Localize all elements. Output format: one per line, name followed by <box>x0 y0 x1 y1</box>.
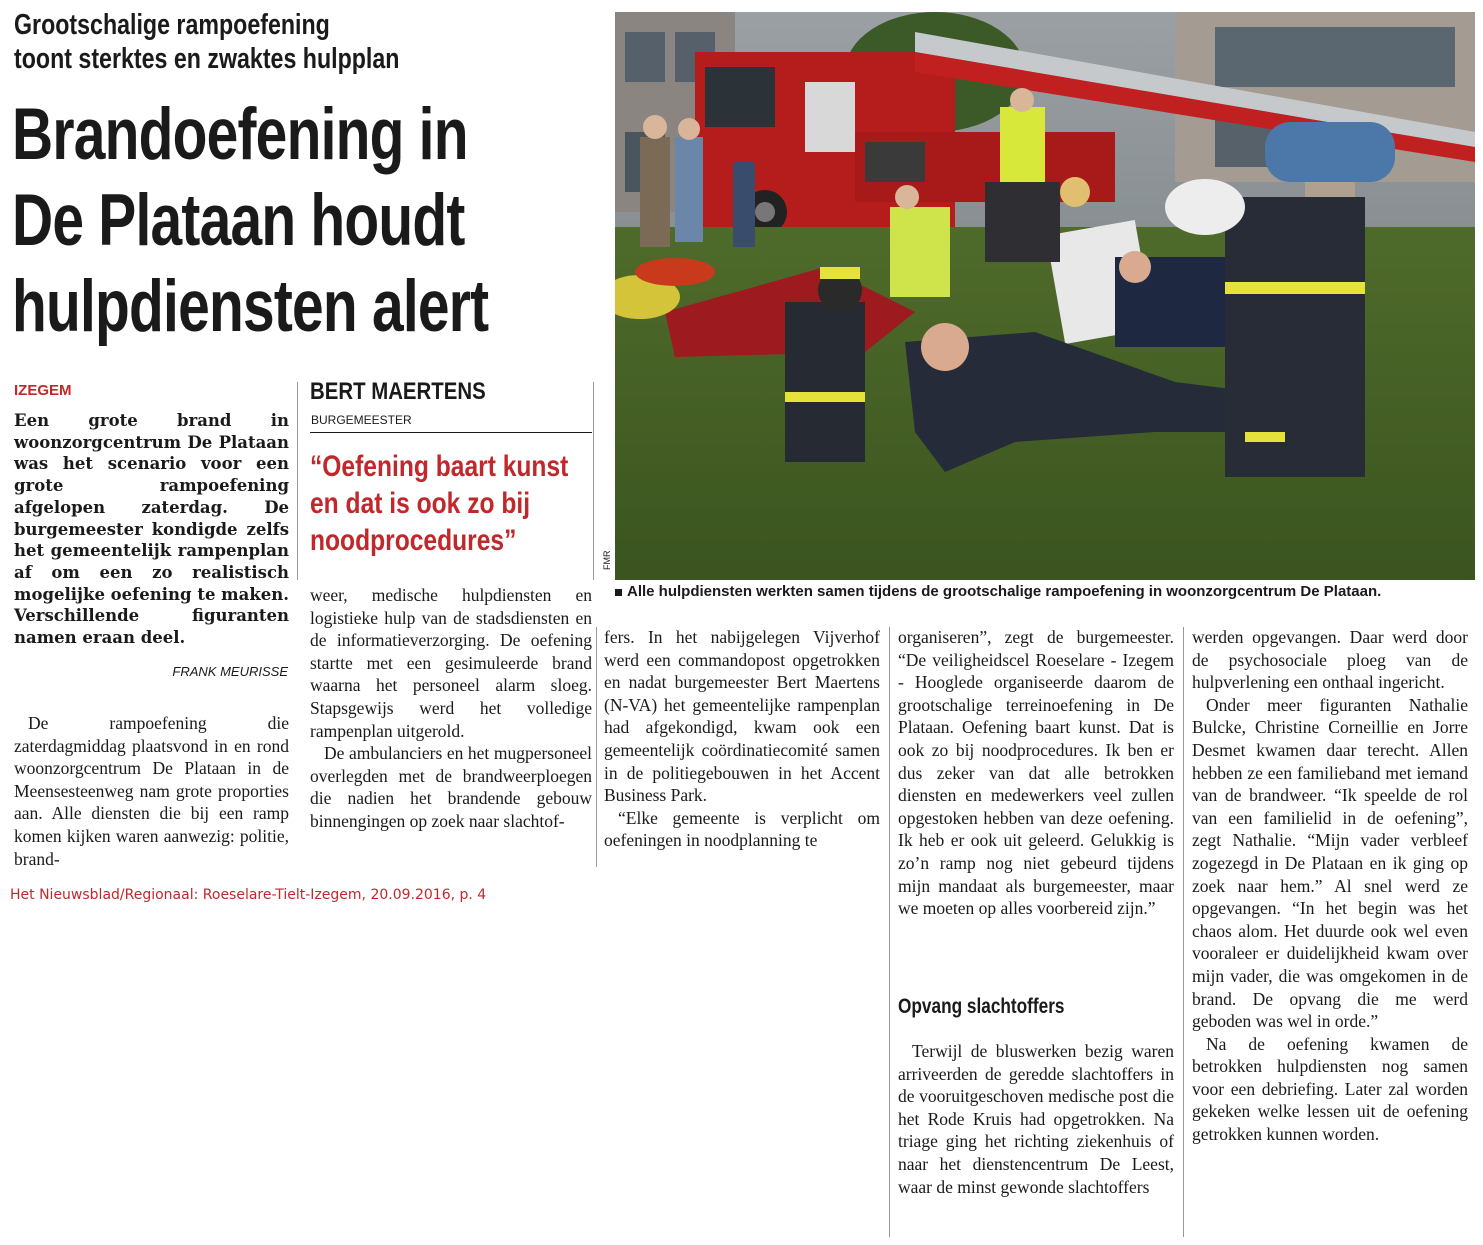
pull-quote-line: en dat is ook zo bij <box>310 487 531 520</box>
pull-quote-line: noodprocedures” <box>310 524 517 557</box>
quote-divider <box>310 432 592 433</box>
kicker-line: Grootschalige rampoefening <box>14 9 330 41</box>
source-citation: Het Nieuwsblad/Regionaal: Roeselare-Tielt-Izegem, 20.09.2016, p. 4 <box>10 887 487 903</box>
paragraph: “Elke gemeente is verplicht om oefeningen in noodplanning te <box>604 807 880 851</box>
paragraph: De ambulanciers en het mugpersoneel overlegden met de brandweerploegen die nadien het brandende gebouw binnengingen op zoek naar slachtof- <box>310 743 592 831</box>
paragraph: Onder meer figuranten Nathalie Bulcke, Christine Corneillie en Jorre Desmet kwamen daar terecht. Allen hebben ze een familieband met iemand van de brandweer. “Ik speelde de rol van een familielid in de oefening”, zegt Nathalie. “Mijn vader verbleef zogezegd in De Plataan en ik ging op zoek naar hem.” Al snel werd ze opgevangen. “In het begin was het chaos alom. Het duurde ook wel even vooraleer er duidelijkheid kwam over mijn vader, die was omgekomen in de brand. De opvang die me werd geboden was wel in orde.” <box>1192 694 1468 1032</box>
photo-credit: FMR <box>602 550 612 570</box>
column-rule <box>297 382 298 580</box>
column-rule <box>1183 627 1184 1237</box>
photo-caption <box>615 583 1475 600</box>
headline-line: Brandoefening in <box>12 94 468 175</box>
body-column-5 <box>1192 626 1468 1146</box>
section-subhead: Opvang slachtoffers <box>898 995 1065 1018</box>
paragraph: weer, medische hulpdiensten en logistieke hulp van de stadsdiensten en de informatieverzorging. De oefening startte met een gesimuleerde brand waarna het personeel alarm sloeg. Stapsgewijs werd het volledige rampenplan uitgerold. <box>310 585 592 741</box>
article-lead: Een grote brand in woonzorgcentrum De Plataan was het scenario voor een grote rampoefening afgelopen zaterdag. De burgemeester kondigde zelfs het gemeentelijk rampenplan af om een zo realistisch mogelijke oefening te maken. Verschillende figuranten namen eraan deel. <box>14 411 290 648</box>
paragraph: Na de oefening kwamen de betrokken hulpdiensten nog samen voor een debriefing. Later zal worden gekeken welke lessen uit de oefening getrokken kunnen worden. <box>1192 1033 1468 1145</box>
author-byline: FRANK MEURISSE <box>172 664 288 679</box>
column-rule <box>593 382 594 580</box>
caption-bullet <box>615 589 622 596</box>
dateline: IZEGEM <box>14 382 72 399</box>
pull-quote-line: “Oefening baart kunst <box>310 450 569 483</box>
pull-quote <box>310 448 581 559</box>
paragraph: werden opgevangen. Daar werd door de psychosociale ploeg van de hulpverlening een onthaal ingericht. <box>1192 627 1468 693</box>
body-column-2 <box>310 584 592 833</box>
column-rule <box>596 627 597 867</box>
article-kicker <box>14 8 606 76</box>
caption-text: Alle hulpdiensten werkten samen tijdens de grootschalige rampoefening in woonzorgcentrum De Plataan. <box>627 583 1382 600</box>
body-column-3 <box>604 626 880 852</box>
body-column-4b <box>898 1040 1174 1198</box>
headline-line: De Plataan houdt <box>12 180 465 261</box>
paragraph: De rampoefening die zaterdagmiddag plaatsvond in en rond woonzorgcentrum De Plataan in de Meensesteenweg nam grote proporties aan. Alle diensten die bij een ramp komen kijken waren aanwezig: politie, brand- <box>14 713 289 869</box>
body-column-4 <box>898 626 1174 920</box>
paragraph: fers. In het nabijgelegen Vijverhof werd een commandopost opgetrokken en nadat burgemeester Bert Maertens (N-VA) het gemeentelijke rampenplan had afgekondigd, kwam ook een gemeentelijk coördinatiecomité samen in de politiegebouwen in het Accent Business Park. <box>604 627 880 806</box>
body-column-1 <box>14 712 289 870</box>
column-rule <box>889 627 890 1237</box>
paragraph: Terwijl de bluswerken bezig waren arriveerden de geredde slachtoffers in de vooruitgeschoven medische post die het Rode Kruis had opgetrokken. Na triage ging het richting ziekenhuis of naar het dienstencentrum De Leest, waar de minst gewonde slachtoffers <box>898 1041 1174 1197</box>
paragraph: organiseren”, zegt de burgemeester. “De veiligheidscel Roeselare - Izegem - Hooglede organiseerde daarom de grootschalige terreinoefening in De Plataan. Oefening baart kunst. Dat is ook zo bij noodprocedures. Ik ben er dus zeker van dat alle betrokken diensten en medewerkers veel zullen opgestoken hebben van deze oefening. Ik heb er ook uit geleerd. Gelukkig is zo’n ramp nog niet gebeurd tijdens mijn mandaat als burgemeester, maar we moeten op alles voorbereid zijn.” <box>898 627 1174 919</box>
article-headline <box>12 92 574 350</box>
quote-speaker-role: BURGEMEESTER <box>311 413 412 427</box>
photo-illustration <box>615 12 1475 580</box>
headline-line: hulpdiensten alert <box>12 266 489 347</box>
quote-speaker-name: BERT MAERTENS <box>310 378 486 405</box>
kicker-line: toont sterktes en zwaktes hulpplan <box>14 43 400 75</box>
article-photo <box>615 12 1475 580</box>
